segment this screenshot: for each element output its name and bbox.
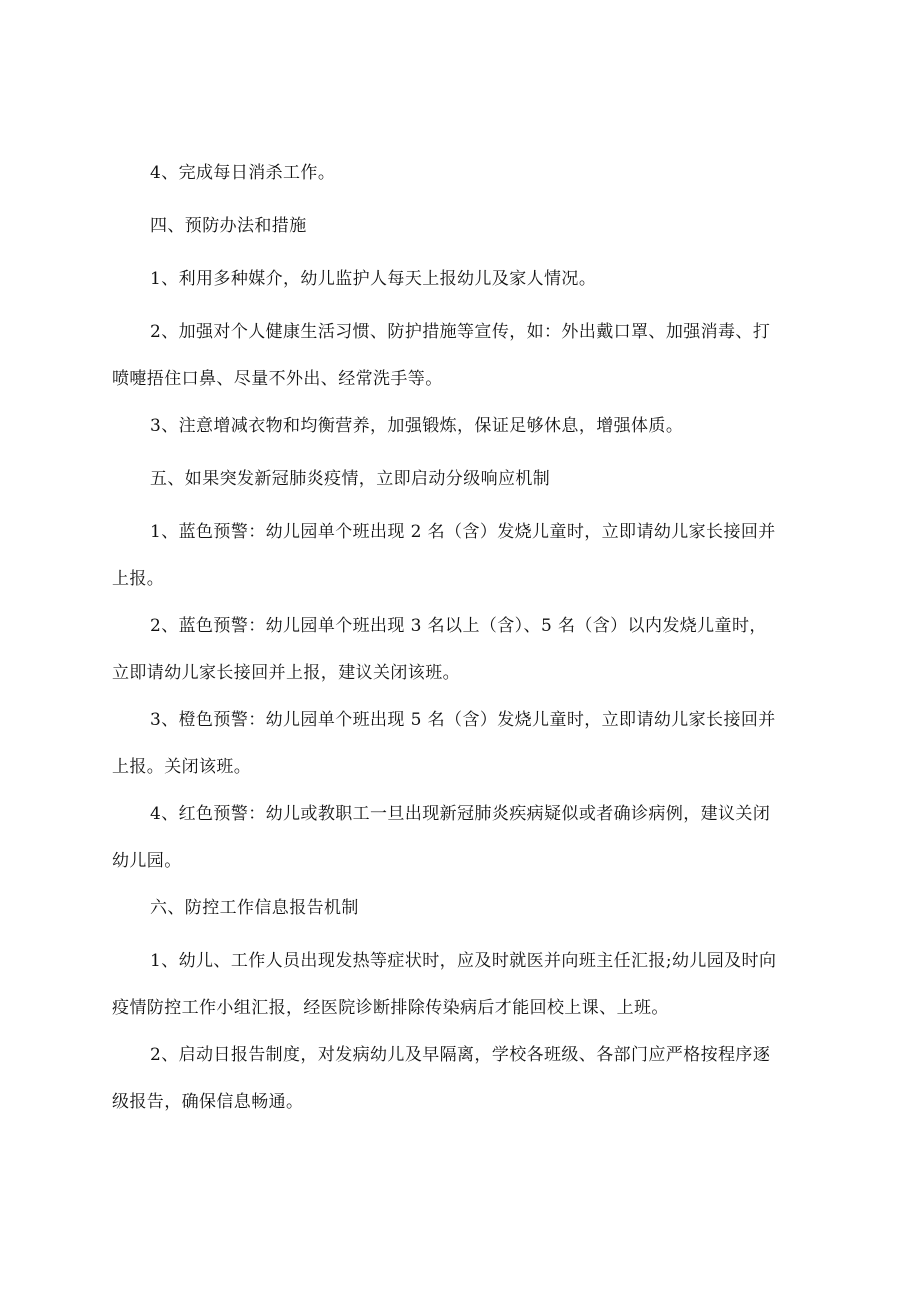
paragraph-line: 疫情防控工作小组汇报，经医院诊断排除传染病后才能回校上课、上班。	[112, 998, 669, 1018]
section-heading-response	[112, 456, 812, 503]
paragraph-line: 4、完成每日消杀工作。	[150, 163, 336, 183]
paragraph-prevention-3	[112, 403, 812, 450]
section-heading-reporting	[112, 885, 812, 932]
paragraph-blue-warning-2	[112, 603, 812, 697]
paragraph-line: 级报告，确保信息畅通。	[112, 1092, 304, 1112]
paragraph-red-warning	[112, 791, 812, 885]
paragraph-line: 3、注意增减衣物和均衡营养，加强锻炼，保证足够休息，增强体质。	[150, 416, 684, 436]
paragraph-line: 喷嚏捂住口鼻、尽量不外出、经常洗手等。	[112, 369, 443, 389]
paragraph-line: 4、红色预警：幼儿或教职工一旦出现新冠肺炎疾病疑似或者确诊病例，建议关闭	[150, 804, 771, 824]
paragraph-reporting-2	[112, 1032, 812, 1126]
paragraph-line: 2、启动日报告制度，对发病幼儿及早隔离，学校各班级、各部门应严格按程序逐	[150, 1045, 771, 1065]
paragraph-line: 1、幼儿、工作人员出现发热等症状时，应及时就医并向班主任汇报;幼儿园及时向	[150, 951, 777, 971]
paragraph-line: 幼儿园。	[112, 851, 182, 871]
heading-line: 四、预防办法和措施	[150, 216, 307, 236]
paragraph-line: 1、蓝色预警：幼儿园单个班出现 2 名（含）发烧儿童时，立即请幼儿家长接回并	[150, 522, 776, 542]
section-heading-prevention	[112, 203, 812, 250]
paragraph-prevention-2	[112, 309, 812, 403]
paragraph-prevention-1	[112, 256, 812, 303]
paragraph-line: 上报。关闭该班。	[112, 757, 252, 777]
paragraph-blue-warning-1	[112, 509, 812, 603]
paragraph-line: 2、蓝色预警：幼儿园单个班出现 3 名以上（含）、5 名（含）以内发烧儿童时，	[150, 616, 767, 636]
paragraph-line: 2、加强对个人健康生活习惯、防护措施等宣传，如：外出戴口罩、加强消毒、打	[150, 322, 771, 342]
paragraph-orange-warning	[112, 697, 812, 791]
paragraph-daily-disinfection	[112, 150, 812, 197]
paragraph-line: 3、橙色预警：幼儿园单个班出现 5 名（含）发烧儿童时，立即请幼儿家长接回并	[150, 710, 776, 730]
paragraph-line: 立即请幼儿家长接回并上报，建议关闭该班。	[112, 663, 460, 683]
heading-line: 五、如果突发新冠肺炎疫情，立即启动分级响应机制	[150, 469, 551, 489]
heading-line: 六、防控工作信息报告机制	[150, 898, 359, 918]
paragraph-reporting-1	[112, 938, 812, 1032]
paragraph-line: 1、利用多种媒介，幼儿监护人每天上报幼儿及家人情况。	[150, 269, 597, 289]
paragraph-line: 上报。	[112, 569, 165, 589]
